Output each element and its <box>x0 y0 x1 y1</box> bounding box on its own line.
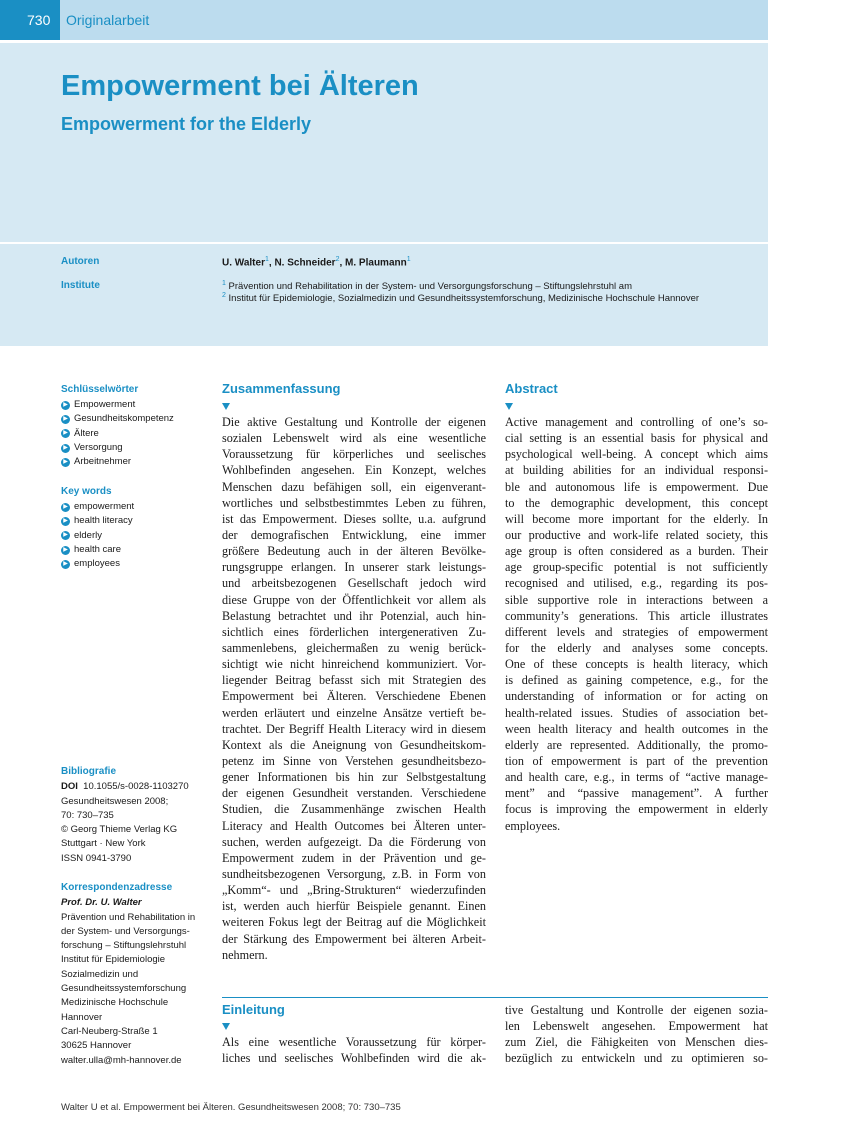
bullet-arrow-icon: ▶ <box>61 560 70 569</box>
text-line: Empowerment zudem in der Prävention und ge- <box>222 850 486 865</box>
text-line: petenz im Sinne von Verstehen gesundheitsbezo- <box>222 753 486 768</box>
text-line: Als eine wesentliche Voraussetzung für körper- <box>222 1035 486 1049</box>
section-label: Originalarbeit <box>66 12 150 28</box>
authors-label: Autoren <box>61 256 100 267</box>
header-divider <box>0 242 768 244</box>
institute-line <box>222 280 632 292</box>
correspondence-line: walter.ulla@mh-hannover.de <box>61 1054 182 1066</box>
text-line: gener Informationen bis hin zur Selbstgestaltung <box>222 770 486 785</box>
correspondence-line: Prävention und Rehabilitation in <box>61 911 196 923</box>
text-line: len Lebenswelt angesehen. Empowerment hat <box>505 1019 768 1034</box>
text-line: ist das Empowerment. Dieses sollte, u.a. aufgrund <box>222 511 486 526</box>
text-line: elderly are represented. Additionally, the promo- <box>505 737 768 752</box>
text-line: and health care, e.g., in terms of “active manage- <box>505 770 768 785</box>
keyword-label: Versorgung <box>74 442 123 454</box>
bibliography-line: ISSN 0941-3790 <box>61 852 132 864</box>
text-line: tion of empowerment is part of the prevention <box>505 753 768 768</box>
bullet-arrow-icon: ▶ <box>61 415 70 424</box>
text-line: ween health literacy and health outcomes in the <box>505 721 768 736</box>
keywords-en <box>61 485 211 571</box>
text-line: wortliches und selbstbestimmtes Leben zu führen, <box>222 495 486 510</box>
zusammenfassung-heading: Zusammenfassung <box>222 381 341 396</box>
text-line: bezüglich zu entwickeln und zu optimieren so- <box>505 1051 768 1066</box>
keyword-item <box>61 455 211 469</box>
text-line: ment” and “passive management”. A further <box>505 786 768 801</box>
text-line: Voraussetzung für körperliches und seelisches <box>222 447 486 462</box>
top-strip-divider <box>0 40 768 43</box>
author-name: M. Plaumann <box>345 257 407 269</box>
keyword-item <box>61 514 211 528</box>
article-title: Empowerment bei Älteren <box>61 70 419 102</box>
keyword-label: health literacy <box>74 515 133 527</box>
einleitung-heading: Einleitung <box>222 1002 285 1017</box>
text-line: cial setting is an essential basis for physical and <box>505 431 768 446</box>
text-line: zum Ziel, die Fähigkeiten von Menschen dies- <box>505 1035 768 1050</box>
institute-text: Prävention und Rehabilitation in der System- und Versorgungsforschung – Stiftungslehrstuhl am <box>228 281 632 293</box>
text-line: sichtlich eines förderlichen intergenerativen Zu- <box>222 624 486 639</box>
text-line: liches und seelisches Wohlbefinden wird die ak- <box>222 1051 486 1066</box>
zusammenfassung-text <box>222 414 486 963</box>
text-line: focus is improving the empowerment in elderly <box>505 802 768 817</box>
text-line: Studien, die Zusammenhänge zwischen Health <box>222 802 486 817</box>
triangle-down-icon <box>505 403 513 410</box>
author-affiliation: 1 <box>406 256 411 263</box>
text-line: for the elderly and analyses some concepts. <box>505 640 768 655</box>
text-line: ble and autonomous life is empowerment. Due <box>505 479 768 494</box>
bullet-arrow-icon: ▶ <box>61 531 70 540</box>
keywords-de-heading: Schlüsselwörter <box>61 384 139 395</box>
text-line: age group is often considered as a burden. Their <box>505 544 768 559</box>
correspondence-line: der System- und Versorgungs- <box>61 925 190 937</box>
keyword-item <box>61 427 211 441</box>
bibliography <box>61 765 211 864</box>
bullet-arrow-icon: ▶ <box>61 401 70 410</box>
bullet-arrow-icon: ▶ <box>61 429 70 438</box>
author-affiliation: 2 <box>335 256 340 263</box>
keyword-label: Gesundheitskompetenz <box>74 413 174 425</box>
correspondence-line: Institut für Epidemiologie <box>61 954 166 966</box>
text-line: der Stärkung des Empowerment bei älteren Arbeit- <box>222 931 486 946</box>
keyword-label: Ältere <box>74 427 99 439</box>
text-line: rungsgruppe erlangen. In unserer stark leistungs- <box>222 560 486 575</box>
text-line: nehmern. <box>222 947 268 962</box>
text-line: sundheitsbezogenen Versorgung, z.B. in Form von <box>222 866 486 881</box>
einleitung-text-left <box>222 1034 486 1066</box>
text-line: age group-specific potential is not sufficiently <box>505 560 768 575</box>
doi-value: 10.1055/s-0028-1103270 <box>83 781 189 793</box>
institutes-label: Institute <box>61 280 100 291</box>
abstract-text <box>505 414 768 834</box>
text-line: suchen, werden aufgezeigt. Da die Förderung von <box>222 834 486 849</box>
keywords-de <box>61 383 211 469</box>
doi-label: DOI <box>61 781 78 793</box>
correspondence-line: 30625 Hannover <box>61 1040 132 1052</box>
keyword-item <box>61 500 211 514</box>
text-line: größere Bedeutung auch in der älteren Bevölke- <box>222 544 486 559</box>
article-subtitle: Empowerment for the Elderly <box>61 114 312 134</box>
correspondence-line: Gesundheitssystemforschung <box>61 983 187 995</box>
text-line: und arbeitsbezogenen Gesellschaft jedoch wird <box>222 576 486 591</box>
abstract-heading: Abstract <box>505 381 558 396</box>
correspondence-line: Medizinische Hochschule <box>61 997 169 1009</box>
text-line: at building abilities for an individual responsi- <box>505 463 768 478</box>
keyword-item <box>61 398 211 412</box>
text-line: Menschen dazu befähigen soll, ein eigenverant- <box>222 479 486 494</box>
text-line: One of these concepts is health literacy, which <box>505 657 768 672</box>
correspondence-line: forschung – Stiftungslehrstuhl <box>61 940 187 952</box>
keyword-label: elderly <box>74 529 102 541</box>
keyword-label: health care <box>74 544 122 556</box>
correspondence-line: Carl-Neuberg-Straße 1 <box>61 1025 158 1037</box>
keyword-label: Arbeitnehmer <box>74 456 132 468</box>
correspondence-name: Prof. Dr. U. Walter <box>61 897 142 909</box>
text-line: Belastung betrachtet und ihr Potenzial, auch hin- <box>222 608 486 623</box>
keyword-label: empowerment <box>74 501 135 513</box>
text-line: health-related issues. Studies of association bet- <box>505 705 768 720</box>
text-line: sichtigt wie nicht hinreichend kommuniziert. Vor- <box>222 657 486 672</box>
einleitung-text-right <box>505 1002 768 1067</box>
keyword-label: Empowerment <box>74 399 136 411</box>
text-line: our productive and work-life related society, this <box>505 527 768 542</box>
bibliography-line: 70: 730–735 <box>61 809 114 821</box>
triangle-down-icon <box>222 1023 230 1030</box>
text-line: der eigenen Gesundheit verstanden. Verschiedene <box>222 786 486 801</box>
bullet-arrow-icon: ▶ <box>61 546 70 555</box>
keyword-item <box>61 557 211 571</box>
text-line: community’s generations. This article illustrates <box>505 608 768 623</box>
text-line: sammenlebens, gleichermaßen zu wenig berück- <box>222 640 486 655</box>
text-line: to the demographic development, this concept <box>505 495 768 510</box>
doi-line <box>61 780 211 794</box>
correspondence-line: Hannover <box>61 1011 103 1023</box>
page-number: 730 <box>0 0 60 40</box>
section-rule <box>222 997 768 998</box>
keyword-item <box>61 412 211 426</box>
text-line: Empowerment bei Älteren. Verschiedene Ebenen <box>222 689 486 704</box>
footer-citation: Walter U et al. Empowerment bei Älteren. Gesundheitswesen 2008; 70: 730–735 <box>61 1102 401 1113</box>
bibliography-line: Stuttgart · New York <box>61 838 146 850</box>
text-line: different levels and strategies of empowerment <box>505 624 768 639</box>
correspondence-line: Sozialmedizin und <box>61 968 139 980</box>
institute-text: Institut für Epidemiologie, Sozialmedizin und Gesundheitssystemforschung, Medizinische Hochschule Hannover <box>228 293 700 305</box>
text-line: will become more important for the elderly. In <box>505 511 768 526</box>
institute-number: 2 <box>222 292 226 299</box>
institute-number: 1 <box>222 280 226 287</box>
keyword-item <box>61 441 211 455</box>
author-name: U. Walter <box>222 257 265 269</box>
author-name: N. Schneider <box>274 257 336 269</box>
text-line: Kontext als die Aneignung von Gesundheitskom- <box>222 737 486 752</box>
bibliography-line: Gesundheitswesen 2008; <box>61 795 169 807</box>
text-line: Wohlbefinden angesehen. Ein Konzept, welches <box>222 463 486 478</box>
bibliography-line: © Georg Thieme Verlag KG <box>61 824 178 836</box>
text-line: diese Gruppe von der Öffentlichkeit vor allem als <box>222 592 486 607</box>
text-line: der demografischen Entwicklung, eine immer <box>222 527 486 542</box>
text-line: „Komm“- und „Bring-Strukturen“ wiederzufinden <box>222 883 486 898</box>
keyword-label: employees <box>74 558 120 570</box>
bullet-arrow-icon: ▶ <box>61 503 70 512</box>
keyword-item <box>61 529 211 543</box>
keyword-item <box>61 543 211 557</box>
bullet-arrow-icon: ▶ <box>61 444 70 453</box>
triangle-down-icon <box>222 403 230 410</box>
author-affiliation: 1 <box>264 256 269 263</box>
text-line: tive Gestaltung und Kontrolle der eigenen sozia- <box>505 1003 768 1017</box>
text-line: employees. <box>505 818 561 833</box>
text-line: ist, werden auch hierfür Beispiele genannt. Einen <box>222 899 486 914</box>
text-line: Literacy and Health Outcomes bei Älteren unter- <box>222 818 486 833</box>
text-line: trachtet. Der Begriff Health Literacy wird in diesem <box>222 721 486 736</box>
text-line: weiteren Fokus legt der Beitrag auf die Möglichkeit <box>222 915 486 930</box>
text-line: werden erläutert und einzelne Ansätze vertieft be- <box>222 705 486 720</box>
text-line: understanding of information or for acting on <box>505 689 768 704</box>
authors-line: U. Walter$^1$, N. Schneider$^2$, M. Plaumann$^1$ <box>222 256 411 269</box>
bullet-arrow-icon: ▶ <box>61 458 70 467</box>
bibliography-heading: Bibliografie <box>61 766 117 777</box>
text-line: Die aktive Gestaltung und Kontrolle der eigenen <box>222 415 486 429</box>
text-line: sible supportive role in interactions between a <box>505 592 768 607</box>
text-line: sozialen Lebenswelt wird als eine wesentliche <box>222 431 486 446</box>
keywords-en-heading: Key words <box>61 486 112 497</box>
correspondence-heading: Korrespondenzadresse <box>61 882 173 893</box>
correspondence <box>61 881 211 1066</box>
text-line: psychological well-being. A concept which aims <box>505 447 768 462</box>
institute-line <box>222 292 699 304</box>
text-line: Active management and controlling of one’s so- <box>505 415 768 429</box>
bullet-arrow-icon: ▶ <box>61 517 70 526</box>
text-line: is defined as gaining competence, e.g., for the <box>505 673 768 688</box>
text-line: recognised and utilised, e.g., regarding its pos- <box>505 576 768 591</box>
text-line: liegender Beitrag befasst sich mit Strategien des <box>222 673 486 688</box>
